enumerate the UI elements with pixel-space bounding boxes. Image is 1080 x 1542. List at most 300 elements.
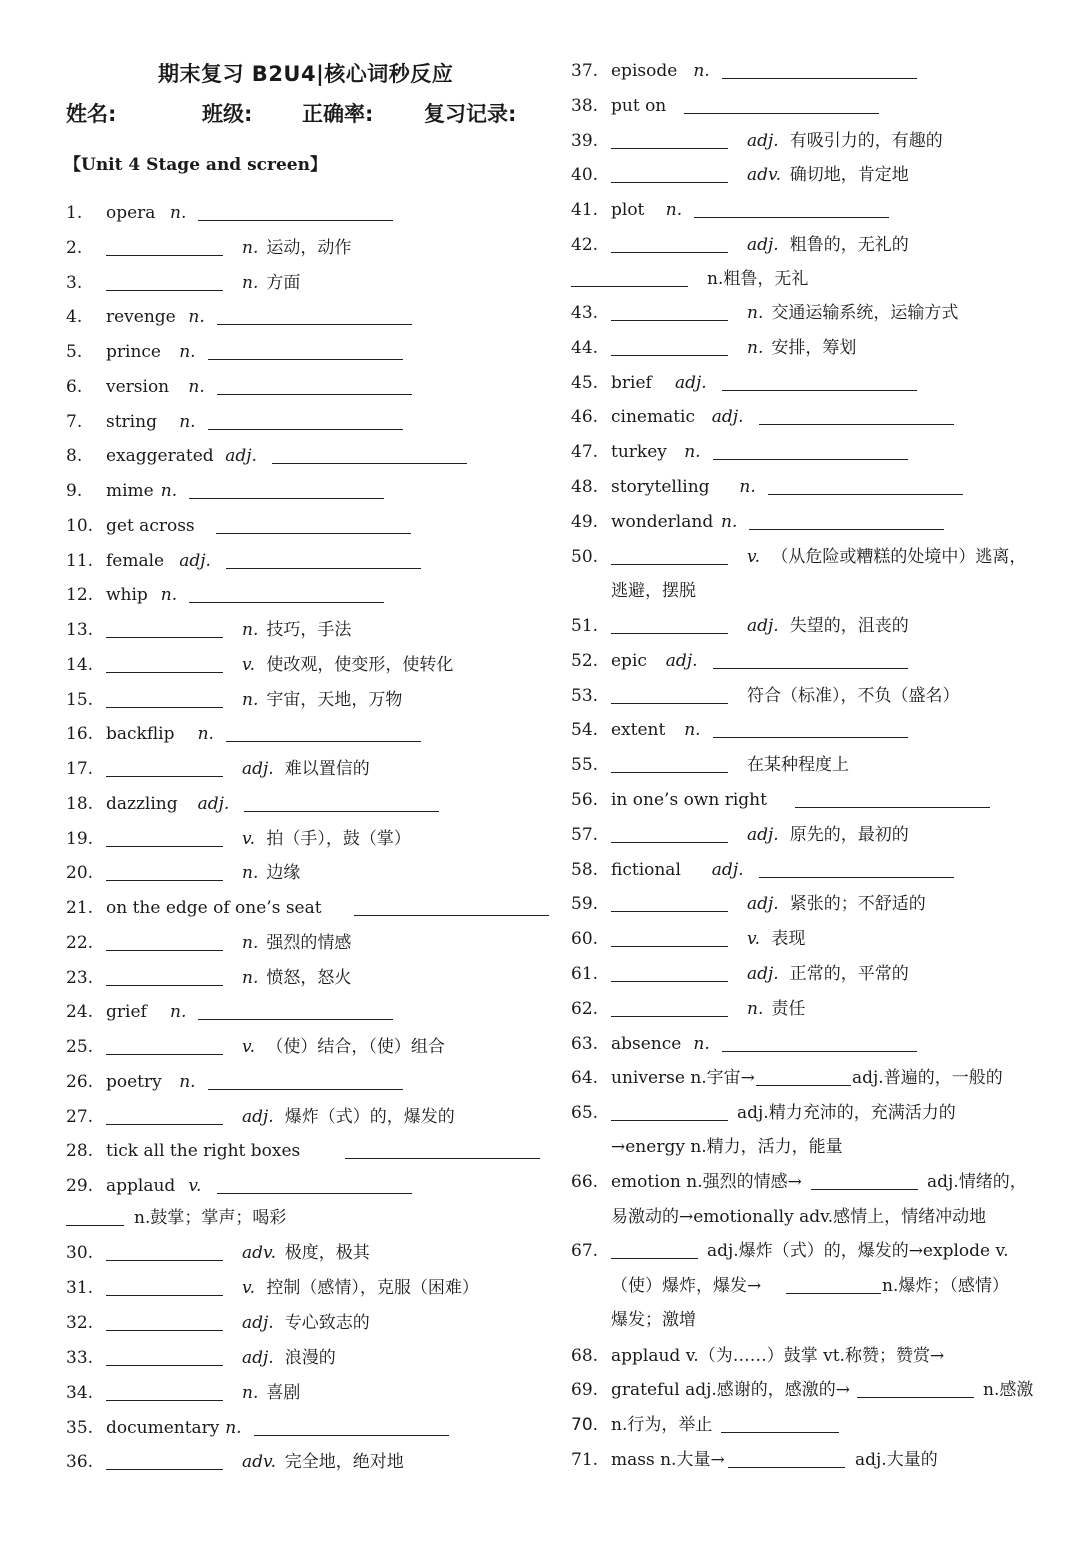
item-number: 30. [66, 1243, 94, 1263]
item-number: 53. [571, 685, 599, 706]
answer-blank[interactable] [106, 1400, 223, 1401]
vocab-item [66, 233, 546, 263]
answer-blank[interactable] [66, 1225, 124, 1226]
item-50-continuation: 逃避，摆脱 [611, 581, 696, 601]
answer-blank[interactable] [217, 394, 412, 395]
chinese-meaning: 专心致志的 [284, 1312, 370, 1333]
item-number: 57. [571, 824, 599, 845]
answer-blank[interactable] [759, 424, 954, 425]
vocab-item [66, 476, 546, 506]
item-number: 41. [571, 200, 599, 221]
answer-blank[interactable] [857, 1397, 974, 1398]
vocab-item [66, 1447, 546, 1477]
english-term: episode [611, 61, 678, 81]
chinese-meaning: 难以置信的 [284, 759, 370, 779]
part-of-speech: adj. [747, 130, 779, 151]
item-number: 59. [571, 894, 599, 915]
english-term: on the edge of one’s seat [106, 898, 322, 918]
vocab-item [571, 160, 1051, 190]
vocab-item [66, 511, 546, 541]
answer-blank[interactable] [254, 1435, 449, 1436]
item-66-continuation: 易激动的→emotionally adv.感情上，情绪冲动地 [611, 1207, 987, 1227]
answer-blank[interactable] [217, 324, 412, 325]
part-of-speech: n. [242, 237, 259, 258]
english-term: cinematic [611, 407, 696, 428]
item-number: 37. [571, 61, 599, 81]
part-of-speech: v. [747, 929, 760, 950]
part-of-speech: n. [242, 620, 259, 640]
english-term: mime [106, 481, 154, 501]
vocab-item [66, 1343, 546, 1373]
answer-blank[interactable] [106, 1365, 223, 1366]
vocab-item [66, 685, 546, 715]
answer-blank[interactable] [106, 846, 223, 847]
part-of-speech: n. [160, 585, 178, 606]
item-number: 20. [66, 863, 94, 884]
item-number: 39. [571, 130, 599, 151]
part-of-speech: adj. [179, 550, 211, 571]
answer-blank[interactable] [611, 355, 728, 356]
chinese-meaning: 原先的，最初的 [789, 824, 909, 845]
item-number: 13. [66, 620, 94, 640]
english-term: brief [611, 372, 652, 393]
answer-blank[interactable] [811, 1189, 918, 1190]
chinese-meaning: 安排，筹划 [771, 337, 857, 358]
chinese-meaning: 表现 [771, 929, 806, 950]
answer-blank[interactable] [106, 880, 223, 881]
vocab-item [66, 615, 546, 645]
part-of-speech: v. [242, 654, 255, 675]
vocab-item [66, 650, 546, 680]
chinese-meaning: 责任 [771, 998, 806, 1019]
item-number: 49. [571, 511, 599, 532]
part-of-speech: v. [242, 1277, 255, 1298]
item-number: 15. [66, 689, 94, 710]
english-term: exaggerated [106, 446, 214, 467]
vocab-item [66, 580, 546, 610]
part-of-speech: adj. [242, 1106, 274, 1127]
chinese-meaning: 有吸引力的，有趣的 [789, 130, 943, 151]
item-number: 23. [66, 967, 94, 988]
item-number: 25. [66, 1037, 94, 1057]
vocab-item [571, 924, 1051, 954]
part-of-speech: n. [693, 1033, 710, 1054]
chinese-meaning: 符合（标准），不负（盛名） [747, 685, 960, 706]
answer-blank[interactable] [217, 1193, 412, 1194]
item-number: 26. [66, 1071, 94, 1092]
answer-blank[interactable] [722, 78, 917, 79]
vocab-item [66, 997, 546, 1027]
answer-blank[interactable] [611, 320, 728, 321]
chinese-meaning: 完全地，绝对地 [284, 1452, 404, 1473]
chinese-meaning: 失望的，沮丧的 [789, 616, 909, 636]
part-of-speech: adj. [747, 894, 779, 915]
item-number: 54. [571, 720, 599, 741]
vocab-item [66, 1238, 546, 1268]
answer-blank[interactable] [611, 252, 728, 253]
answer-blank[interactable] [106, 1295, 223, 1296]
name-label: 姓名: [66, 102, 117, 126]
part-of-speech: n. [225, 1417, 242, 1438]
vocab-item [66, 441, 546, 471]
answer-blank[interactable] [272, 463, 467, 464]
part-of-speech: adj. [242, 1347, 274, 1368]
vocab-item [571, 437, 1051, 467]
answer-blank[interactable] [189, 498, 384, 499]
vocab-item [571, 750, 1051, 780]
english-term: documentary [106, 1417, 220, 1438]
english-term: string [106, 411, 157, 432]
item-number: 19. [66, 828, 94, 849]
item-number: 24. [66, 1002, 94, 1023]
vocab-item [571, 1029, 1051, 1059]
vocab-item [66, 719, 546, 749]
answer-blank[interactable] [611, 1016, 728, 1017]
part-of-speech: n. [747, 303, 764, 323]
part-of-speech: adv. [242, 1243, 277, 1263]
part-of-speech: n. [170, 1002, 187, 1023]
item-number: 44. [571, 337, 599, 358]
vocab-item [571, 333, 1051, 363]
chinese-meaning: 紧张的；不舒适的 [789, 894, 926, 915]
vocab-item [66, 1136, 546, 1166]
vocab-item [66, 754, 546, 784]
answer-blank[interactable] [354, 915, 549, 916]
vocab-item [571, 646, 1051, 676]
answer-blank[interactable] [106, 1469, 223, 1470]
item-number: 58. [571, 859, 599, 880]
item-number: 22. [66, 932, 94, 953]
answer-blank[interactable] [694, 217, 889, 218]
part-of-speech: n. [242, 863, 259, 884]
answer-blank[interactable] [713, 668, 908, 669]
part-of-speech: n. [197, 724, 214, 745]
chinese-meaning: （使）结合，（使）组合 [266, 1037, 445, 1057]
vocab-item [571, 785, 1051, 815]
answer-blank[interactable] [756, 1085, 851, 1086]
answer-blank[interactable] [106, 672, 223, 673]
part-of-speech: adj. [747, 824, 779, 845]
item-number: 51. [571, 616, 599, 636]
vocab-item [66, 1032, 546, 1062]
answer-blank[interactable] [106, 637, 223, 638]
info-fields [66, 98, 546, 130]
part-of-speech: adj. [711, 859, 744, 880]
english-term: prince [106, 342, 161, 362]
answer-blank[interactable] [244, 811, 439, 812]
item-number: 7. [66, 411, 83, 432]
vocab-item [66, 963, 546, 993]
answer-blank[interactable] [786, 1293, 881, 1294]
review-record-label: 复习记录: [424, 102, 517, 126]
vocab-item [66, 407, 546, 437]
item-number: 9. [66, 481, 83, 501]
english-term: in one’s own right [611, 790, 767, 810]
answer-blank[interactable] [611, 981, 728, 982]
english-term: backflip [106, 724, 175, 745]
chinese-meaning: 拍（手），鼓（掌） [266, 828, 411, 849]
answer-blank[interactable] [722, 1051, 917, 1052]
chinese-meaning: 交通运输系统，运输方式 [771, 303, 959, 323]
answer-blank[interactable] [106, 985, 223, 986]
chinese-meaning: 愤怒，怒火 [266, 967, 352, 988]
part-of-speech: n. [188, 376, 205, 397]
item-number: 35. [66, 1417, 94, 1438]
chinese-meaning: 技巧，手法 [266, 620, 352, 640]
answer-blank[interactable] [226, 568, 421, 569]
page-title: 期末复习 B2U4|核心词秒反应 [158, 62, 454, 86]
item-number: 47. [571, 442, 599, 463]
chinese-meaning: 极度，极其 [284, 1243, 370, 1263]
vocab-item [571, 230, 1051, 260]
vocab-item [571, 507, 1051, 537]
answer-blank[interactable] [189, 602, 384, 603]
chinese-meaning: 方面 [266, 272, 301, 293]
answer-blank[interactable] [226, 741, 421, 742]
answer-blank[interactable] [768, 494, 963, 495]
chinese-meaning: 爆炸（式）的，爆发的 [284, 1106, 455, 1127]
answer-blank[interactable] [106, 255, 223, 256]
chinese-meaning: 浪漫的 [284, 1347, 336, 1368]
item-number: 63. [571, 1033, 599, 1054]
part-of-speech: n. [160, 481, 178, 501]
vocab-item [66, 302, 546, 332]
class-label: 班级: [202, 102, 253, 126]
item-number: 3. [66, 272, 83, 293]
item-number: 40. [571, 165, 599, 186]
vocab-item [571, 889, 1051, 919]
vocab-item [571, 820, 1051, 850]
part-of-speech: v. [188, 1176, 202, 1196]
english-term: opera [106, 203, 156, 223]
vocab-item [66, 268, 546, 298]
answer-blank[interactable] [611, 772, 728, 773]
item-number: 36. [66, 1452, 94, 1473]
part-of-speech: n. [242, 689, 259, 710]
vocab-item [66, 1413, 546, 1443]
vocab-item [571, 611, 1051, 641]
answer-blank[interactable] [728, 1467, 845, 1468]
answer-blank[interactable] [208, 429, 403, 430]
item-number: 4. [66, 307, 83, 328]
item-number: 60. [571, 929, 599, 950]
part-of-speech: adj. [197, 793, 230, 814]
english-term: put on [611, 95, 667, 116]
part-of-speech: adj. [665, 650, 698, 671]
answer-blank[interactable] [345, 1158, 540, 1159]
part-of-speech: adj. [242, 759, 274, 779]
worksheet: 期末复习 B2U4|核心词秒反应 姓名: 班级: 正确率: 复习记录: 【Unit 4 Stage and screen】 1. opera n. 2. n. 运动，动作 3. n. 方面 4. revenge n. 5. prince n. 6. version n. 7. string n. 8. exaggerated adj. 9. mime n. 10. get across 11. female adj. 12. whip n. 13. n. 技巧，手法 14. v. 使改观，使变形，使转化 15. n. 宇宙，天地，万物 16. backflip n. 17. adj. 难以置信的 18. dazzling adj. 19. v. 拍（手），鼓（掌） 20. n. 边缘 21. on the edge of one’s seat 22. n. 强烈的情感 23. n. 愤怒，怒火 24. grief n. 25. v. （使）结合，（使）组合 26. poetry n. 27. adj. 爆炸（式）的，爆发的 28. tick all the right boxes 29. applaud v. 30. adv. 极度，极其 31. v. 控制（感情），克服（困难） 32. adj. 专心致志的 33. adj. 浪漫的 34. n. 喜剧 35. documentary n. 36. adv. 完全地，绝对地 37. episode n. 38. put on 39. adj. 有吸引力的，有趣的 40. adv. 确切地，肯定地 41. plot n. 42. adj. 粗鲁的，无礼的 43. n. 交通运输系统，运输方式 44. n. 安排，筹划 45. brief adj. 46. cinematic adj. 47. turkey n. 48. storytelling n. 49. wonderland n. 50. v. （从危险或糟糕的处境中）逃离， 51. adj. 失望的，沮丧的 52. epic adj. 53. 符合（标准），不负（盛名） 54. extent n. 55. 在某种程度上 56. in one’s own right 57. adj. 原先的，最初的 58. fictional adj. 59. adj. 紧张的；不舒适的 60. v. 表现 61. adj. 正常的，平常的 62. n. 责任 63. absence n. n.鼓掌；掌声；喝彩 n.粗鲁，无礼 逃避，摆脱 64. universe n.宇宙→ adj.普遍的，一般的 65. adj.精力充沛的，充满活力的 →energy n.精力，活力，能量 66. emotion n.强烈的情感→ adj.情绪的， 易激动的→emotionally adv.感情上，情绪冲动地 67. adj.爆炸（式）的，爆发的→explode v. （使）爆炸，爆发→ n.爆炸；（感情） 爆发；激增 68. applaud v.（为……）鼓掌 vt.称赞；赞赏→ 69. grateful adj.感谢的，感激的→ n.感激 70. n.行为，举止 71. mass n.大量→ adj.大量的 [0, 0, 1080, 1542]
item-number: 21. [66, 898, 94, 918]
part-of-speech: n. [693, 61, 710, 81]
part-of-speech: n. [242, 967, 259, 988]
vocab-item [66, 337, 546, 367]
english-term: female [106, 550, 165, 571]
part-of-speech: n. [242, 932, 259, 953]
chinese-meaning: 边缘 [266, 863, 301, 884]
answer-blank[interactable] [216, 533, 411, 534]
chinese-meaning: （从危险或糟糕的处境中）逃离， [771, 546, 1027, 567]
english-term: epic [611, 650, 647, 671]
vocab-item [571, 959, 1051, 989]
item-number: 42. [571, 235, 599, 255]
item-number: 33. [66, 1347, 94, 1368]
item-number: 55. [571, 755, 599, 776]
english-term: revenge [106, 307, 176, 328]
part-of-speech: adj. [747, 235, 779, 255]
vocab-item [571, 472, 1051, 502]
part-of-speech: n. [242, 1382, 259, 1403]
part-of-speech: v. [242, 1037, 255, 1057]
vocab-item [571, 368, 1051, 398]
item-number: 56. [571, 790, 599, 810]
item-number: 12. [66, 585, 94, 606]
part-of-speech: n. [179, 411, 196, 432]
vocab-item [571, 994, 1051, 1024]
unit-heading: 【Unit 4 Stage and screen】 [64, 155, 327, 175]
vocab-item [66, 1273, 546, 1303]
vocab-item [571, 542, 1051, 572]
accuracy-label: 正确率: [302, 102, 374, 126]
english-term: absence [611, 1033, 682, 1054]
english-term: dazzling [106, 793, 178, 814]
vocab-item [66, 372, 546, 402]
item-number: 10. [66, 515, 94, 536]
vocab-item [571, 91, 1051, 121]
item-number: 1. [66, 203, 83, 223]
vocab-item [571, 126, 1051, 156]
english-term: get across [106, 515, 195, 536]
answer-blank[interactable] [611, 911, 728, 912]
vocab-item [66, 893, 546, 923]
answer-blank[interactable] [208, 359, 403, 360]
answer-blank[interactable] [759, 877, 954, 878]
english-term: turkey [611, 442, 667, 463]
item-number: 17. [66, 759, 94, 779]
answer-blank[interactable] [722, 390, 917, 391]
answer-blank[interactable] [106, 776, 223, 777]
part-of-speech: n. [665, 200, 683, 221]
part-of-speech: n. [721, 511, 738, 532]
item-number: 5. [66, 342, 83, 362]
answer-blank[interactable] [611, 1120, 728, 1121]
item-number: 43. [571, 303, 599, 323]
item-number: 62. [571, 998, 599, 1019]
part-of-speech: adj. [747, 616, 779, 636]
answer-blank[interactable] [684, 113, 879, 114]
answer-blank[interactable] [571, 286, 688, 287]
item-number: 31. [66, 1277, 94, 1298]
item-number: 2. [66, 237, 83, 258]
item-number: 28. [66, 1141, 94, 1162]
answer-blank[interactable] [106, 1260, 223, 1261]
chinese-meaning: 宇宙，天地，万物 [266, 689, 403, 710]
vocab-item [571, 298, 1051, 328]
part-of-speech: adj. [242, 1312, 274, 1333]
answer-blank[interactable] [198, 1019, 393, 1020]
answer-blank[interactable] [198, 220, 393, 221]
vocab-item [66, 1102, 546, 1132]
chinese-meaning: 粗鲁的，无礼的 [789, 235, 909, 255]
english-term: fictional [611, 859, 681, 880]
english-term: whip [106, 585, 148, 606]
english-term: grief [106, 1002, 147, 1023]
item-number: 8. [66, 446, 83, 467]
answer-blank[interactable] [106, 950, 223, 951]
answer-blank[interactable] [611, 148, 728, 149]
part-of-speech: n. [179, 1071, 196, 1092]
part-of-speech: adj. [747, 964, 779, 984]
vocab-item [66, 546, 546, 576]
vocab-item [66, 824, 546, 854]
part-of-speech: v. [747, 546, 760, 567]
item-number: 34. [66, 1382, 94, 1403]
answer-blank[interactable] [611, 842, 728, 843]
answer-blank[interactable] [106, 1054, 223, 1055]
part-of-speech: adj. [711, 407, 744, 428]
vocab-item [66, 1378, 546, 1408]
chinese-meaning: 确切地，肯定地 [789, 165, 909, 186]
vocab-item [571, 56, 1051, 86]
chinese-meaning: 正常的，平常的 [789, 964, 909, 984]
answer-blank[interactable] [721, 1432, 839, 1433]
item-number: 29. [66, 1176, 94, 1196]
answer-blank[interactable] [611, 946, 728, 947]
vocab-item [66, 1308, 546, 1338]
answer-blank[interactable] [713, 459, 908, 460]
chinese-meaning: 喜剧 [266, 1382, 301, 1403]
part-of-speech: n. [684, 442, 701, 463]
vocab-item [571, 715, 1051, 745]
english-term: applaud [106, 1176, 176, 1196]
part-of-speech: adv. [747, 165, 782, 186]
part-of-speech: n. [747, 337, 764, 358]
item-number: 6. [66, 376, 83, 397]
answer-blank[interactable] [611, 703, 728, 704]
answer-blank[interactable] [611, 633, 728, 634]
part-of-speech: n. [747, 998, 764, 1019]
answer-blank[interactable] [795, 807, 990, 808]
item-65-continuation: →energy n.精力，活力，能量 [611, 1137, 843, 1157]
item-number: 16. [66, 724, 94, 745]
answer-blank[interactable] [749, 529, 944, 530]
answer-blank[interactable] [106, 707, 223, 708]
item-number: 11. [66, 550, 94, 571]
item-number: 27. [66, 1106, 94, 1127]
answer-blank[interactable] [106, 290, 223, 291]
answer-blank[interactable] [106, 1124, 223, 1125]
vocab-item [66, 1171, 546, 1201]
answer-blank[interactable] [713, 737, 908, 738]
chinese-meaning: 在某种程度上 [747, 755, 849, 776]
vocab-item [66, 789, 546, 819]
chinese-meaning: 运动，动作 [266, 237, 352, 258]
answer-blank[interactable] [106, 1330, 223, 1331]
english-term: poetry [106, 1071, 162, 1092]
item-number: 14. [66, 654, 94, 675]
item-67-continuation-2: 爆发；激增 [611, 1310, 696, 1330]
part-of-speech: v. [242, 828, 255, 849]
answer-blank[interactable] [611, 1258, 698, 1259]
answer-blank[interactable] [611, 564, 728, 565]
item-number: 45. [571, 372, 599, 393]
english-term: tick all the right boxes [106, 1141, 301, 1162]
item-number: 38. [571, 95, 599, 116]
answer-blank[interactable] [611, 182, 728, 183]
english-term: plot [611, 200, 645, 221]
part-of-speech: n. [242, 272, 259, 293]
answer-blank[interactable] [208, 1089, 403, 1090]
